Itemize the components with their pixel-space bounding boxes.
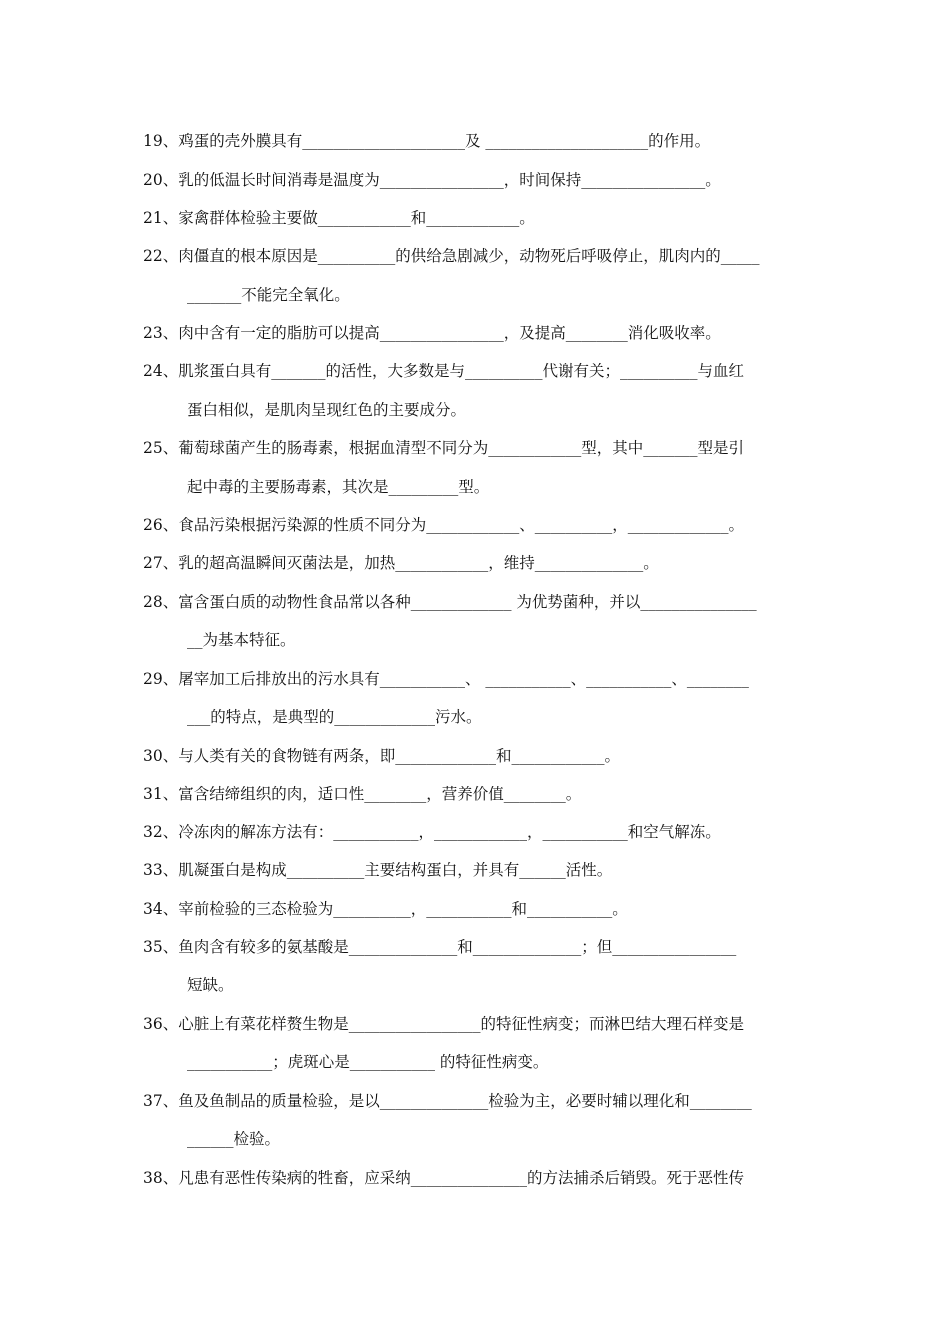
question-25-line-2: 起中毒的主要肠毒素，其次是_________型。 bbox=[187, 478, 490, 496]
question-38-line-1: 38、凡患有恶性传染病的牲畜，应采纳_______________的方法捕杀后销毁。死于恶性传 bbox=[143, 1169, 744, 1187]
question-34-line-1: 34、宰前检验的三态检验为__________，___________和___________。 bbox=[143, 900, 628, 918]
question-36-line-1: 36、心脏上有菜花样赘生物是_________________的特征性病变；而淋巴结大理石样变是 bbox=[143, 1015, 744, 1033]
question-20-line-1: 20、乳的低温长时间消毒是温度为________________，时间保持________________。 bbox=[143, 171, 721, 189]
question-31-line-1: 31、富含结缔组织的肉，适口性________，营养价值________。 bbox=[143, 785, 582, 803]
question-32-line-1: 32、冷冻肉的解冻方法有：___________，____________，___________和空气解冻。 bbox=[143, 823, 721, 841]
question-22-line-1: 22、肉僵直的根本原因是__________的供给急剧减少，动物死后呼吸停止，肌肉内的_____ bbox=[143, 247, 760, 265]
question-33-line-1: 33、肌凝蛋白是构成__________主要结构蛋白，并具有______活性。 bbox=[143, 861, 613, 879]
question-37-line-1: 37、鱼及鱼制品的质量检验，是以______________检验为主，必要时辅以理化和________ bbox=[143, 1092, 752, 1110]
question-36-line-2: ___________；虎斑心是___________ 的特征性病变。 bbox=[187, 1053, 549, 1071]
question-24-line-2: 蛋白相似，是肌肉呈现红色的主要成分。 bbox=[187, 401, 467, 419]
question-35-line-1: 35、鱼肉含有较多的氨基酸是______________和______________；但________________ bbox=[143, 938, 737, 956]
question-22-line-2: _______不能完全氧化。 bbox=[187, 286, 350, 304]
question-29-line-2: ___的特点，是典型的_____________污水。 bbox=[187, 708, 482, 726]
question-21-line-1: 21、家禽群体检验主要做____________和____________。 bbox=[143, 209, 535, 227]
question-19-line-1: 19、鸡蛋的壳外膜具有_____________________及 _____________________的作用。 bbox=[143, 132, 711, 150]
question-28-line-1: 28、富含蛋白质的动物性食品常以各种_____________ 为优势菌种，并以_______________ bbox=[143, 593, 757, 611]
question-23-line-1: 23、肉中含有一定的脂肪可以提高________________，及提高________消化吸收率。 bbox=[143, 324, 721, 342]
question-30-line-1: 30、与人类有关的食物链有两条，即_____________和____________。 bbox=[143, 747, 620, 765]
question-25-line-1: 25、葡萄球菌产生的肠毒素，根据血清型不同分为____________型，其中_______型是引 bbox=[143, 439, 744, 457]
question-24-line-1: 24、肌浆蛋白具有_______的活性，大多数是与__________代谢有关；__________与血红 bbox=[143, 362, 744, 380]
question-27-line-1: 27、乳的超高温瞬间灭菌法是，加热____________，维持______________。 bbox=[143, 554, 659, 572]
question-35-line-2: 短缺。 bbox=[187, 976, 234, 994]
question-37-line-2: ______检验。 bbox=[187, 1130, 281, 1148]
question-26-line-1: 26、食品污染根据污染源的性质不同分为____________、__________，_____________。 bbox=[143, 516, 744, 534]
question-29-line-1: 29、屠宰加工后排放出的污水具有___________、 ___________、___________、________ bbox=[143, 670, 749, 688]
question-28-line-2: __为基本特征。 bbox=[187, 631, 296, 649]
